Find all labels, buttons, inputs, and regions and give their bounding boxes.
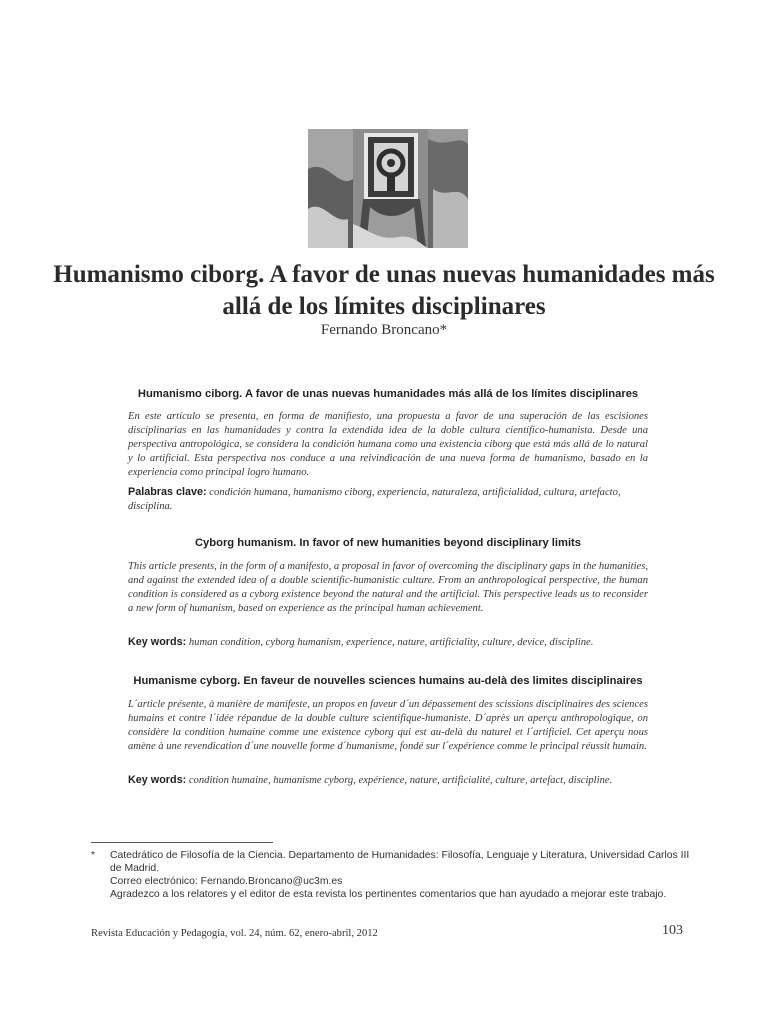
keywords-text: condition humaine, humanisme cyborg, expérience, nature, artificialité, culture, artefact, discipline. [188,775,613,786]
abstract-title-fr: Humanisme cyborg. En faveur de nouvelles sciences humains au-delà des limites disciplinaires [133,675,643,687]
page-number: 103 [662,923,683,938]
keywords-label: Key words: [128,636,187,648]
keywords-label: Key words: [128,774,187,786]
footnote-acknowledgement: Agradezco a los relatores y el editor de esta revista los pertinentes comentarios que han ayudado a mejorar este trabajo. [110,889,667,900]
keywords-label: Palabras clave: [128,486,207,498]
figure-illustration [308,129,468,248]
keywords-fr [128,773,648,788]
keywords-en [128,635,648,650]
footnote [91,849,691,901]
footnote-divider [91,842,273,843]
footnote-affiliation: Catedrático de Filosofía de la Ciencia. Departamento de Humanidades: Filosofía, Lenguaje y Literatura, Universidad Carlos III de Madrid. [110,850,690,874]
abstract-body-es: En este artículo se presenta, en forma de manifiesto, una propuesta a favor de una superación de las escisiones disciplinarias en las humanidades y contra la extendida idea de la doble cultura científico-humanista. Desde una perspectiva antropológica, se considera la condición humana como una existencia ciborg que está más allá de lo natural y lo artificial. Esta perspectiva nos conduce a una reivindicación de una nueva forma de humanismo, basado en la experiencia como principal logro humano. [128,411,648,478]
author-name: Fernando Broncano* [320,322,448,338]
journal-citation: Revista Educación y Pedagogía, vol. 24, núm. 62, enero-abril, 2012 [91,928,378,939]
keywords-text: condición humana, humanismo ciborg, experiencia, naturaleza, artificialidad, cultura, artefacto, disciplina. [128,487,621,512]
footnote-body [110,849,691,901]
keywords-es [128,485,648,514]
article-title: Humanismo ciborg. A favor de unas nuevas humanidades más allá de los límites disciplinares [53,261,715,320]
footnote-email: Correo electrónico: Fernando.Broncano@uc3m.es [110,876,343,887]
abstract-body-fr: L´article présente, à manière de manifeste, un propos en faveur d´un dépassement des scissions disciplinaires des sciences humains et contre l´idée répandue de la double culture scientifique-humaniste. D´après un aperçu anthropologique, on considère la condition humaine comme une existence cyborg qui est au-delà du naturel et l´artificiel. Cet aperçu nous amène à une revendication d´une nouvelle forme d´humanisme, fondé sur l´expérience comme le principal réussit humain. [128,699,648,752]
footnote-mark: * [91,850,96,861]
abstract-title-es: Humanismo ciborg. A favor de unas nuevas humanidades más allá de los límites disciplinares [137,388,639,400]
abstract-title-en: Cyborg humanism. In favor of new humanities beyond disciplinary limits [194,537,582,549]
keywords-text: human condition, cyborg humanism, experience, nature, artificiality, culture, device, discipline. [188,637,594,648]
abstract-body-en: This article presents, in the form of a manifesto, a proposal in favor of overcoming the disciplinary gaps in the humanities, and against the extended idea of a double scientific-humanistic culture. From an anthropological perspective, the human condition is considered as a cyborg existence beyond the natural and the artificial. This perspective leads us to reconsider a new form of humanism, based on experience as the principal human achievement. [128,561,648,614]
cyborg-figure-image [308,129,468,248]
